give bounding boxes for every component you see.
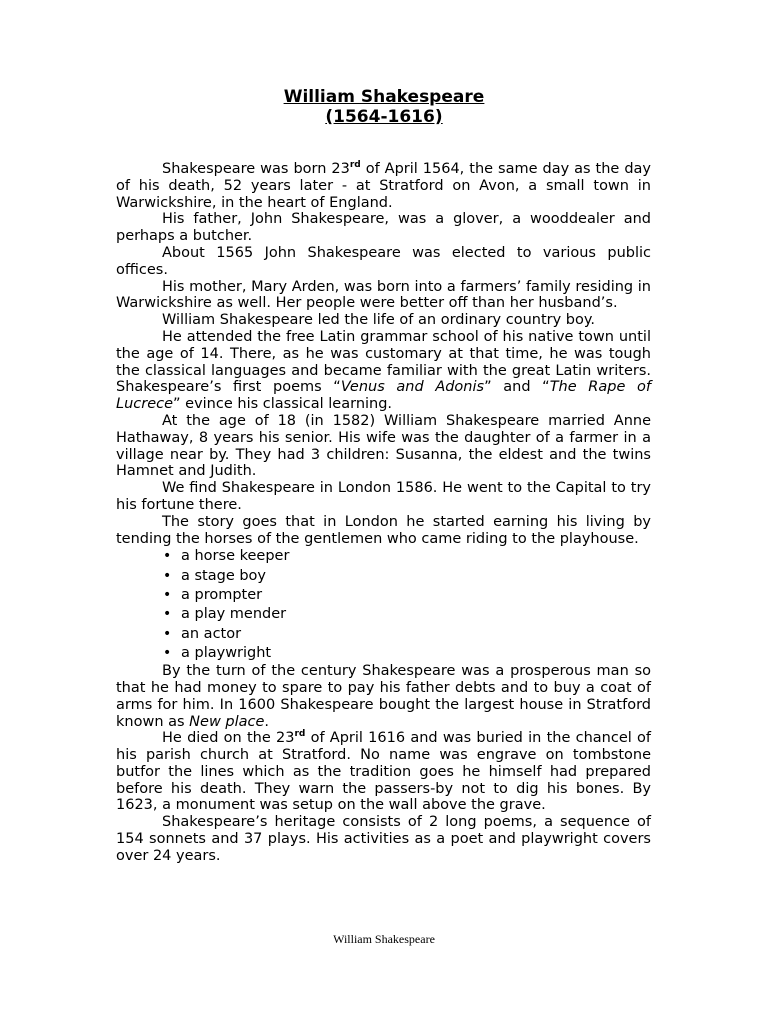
paragraph-death xyxy=(116,730,651,814)
list-item-text: an actor xyxy=(181,625,242,642)
poem-title: Venus and Adonis xyxy=(340,379,485,396)
paragraph-text: of April 1616 and was buried in the chancel of his parish church at Stratford. No name was engrave on tombstone butfor the lines which as the tradition goes he himself had prepared before his death. They warn the passers-by not to dig his bones. By 1623, a monument was setup on the wall above the grave. xyxy=(116,730,651,814)
paragraph-london: We find Shakespeare in London 1586. He went to the Capital to try his fortune there. xyxy=(116,480,651,513)
house-name: New place xyxy=(189,713,265,730)
paragraph-prosperity xyxy=(116,663,651,730)
list-item xyxy=(116,586,651,605)
paragraph-public-offices: About 1565 John Shakespeare was elected to various public offices. xyxy=(116,244,651,278)
paragraph-text: ” and “ xyxy=(484,379,550,396)
page-footer: William Shakespeare xyxy=(333,932,435,946)
list-item-text: a horse keeper xyxy=(181,548,290,565)
page-title: William Shakespeare xyxy=(283,87,485,107)
paragraph-school xyxy=(116,329,651,413)
paragraph-childhood: William Shakespeare led the life of an ordinary country boy. xyxy=(162,312,595,329)
paragraph-text: He died on the 23 xyxy=(162,730,295,747)
paragraph-marriage: At the age of 18 (in 1582) William Shakespeare married Anne Hathaway, 8 years his senior. His wife was the daughter of a farmer in a village near by. They had 3 children: Susanna, the eldest and the twins Hamnet and Judith. xyxy=(116,412,651,480)
paragraph-text: He attended the free Latin grammar school of his native town until the age of 14. There, as he was customary at that time, he was tough the classical languages and became familiar with the great Latin writers. Shakespeare’s first poems “ xyxy=(116,328,651,396)
ordinal-suffix: rd xyxy=(294,729,306,740)
paragraph-text: By the turn of the century Shakespeare was a prosperous man so that he had money to spare to pay his father debts and to buy a coat of arms for him. In 1600 Shakespeare bought the largest house in Stratford known as xyxy=(116,663,651,730)
document-body xyxy=(116,161,651,865)
list-item xyxy=(116,567,651,586)
list-item-text: a play mender xyxy=(181,606,287,623)
title-block xyxy=(0,87,768,127)
paragraph-text: . xyxy=(264,713,270,730)
list-item xyxy=(116,644,651,663)
bullet-icon: • xyxy=(163,644,172,661)
paragraph-text: of April 1564, the same day as the day of his death, 52 years later - at Stratford on Avon, a small town in Warwickshire, in the heart of England. xyxy=(116,161,651,211)
paragraph-heritage: Shakespeare’s heritage consists of 2 long poems, a sequence of 154 sonnets and 37 plays. His activities as a poet and playwright covers over 24 years. xyxy=(116,814,651,864)
list-item xyxy=(116,605,651,624)
bullet-icon: • xyxy=(163,567,172,584)
bullet-icon: • xyxy=(163,606,172,623)
list-item-text: a playwright xyxy=(181,644,272,661)
list-item-text: a stage boy xyxy=(181,567,267,584)
paragraph-mother: His mother, Mary Arden, was born into a farmers’ family residing in Warwickshire as well. Her people were better off than her husband’s. xyxy=(116,278,651,312)
list-item-text: a prompter xyxy=(181,586,263,603)
list-item xyxy=(116,625,651,644)
list-item xyxy=(116,547,651,566)
paragraph-horses: The story goes that in London he started earning his living by tending the horses of the gentlemen who came riding to the playhouse. xyxy=(116,513,651,547)
occupation-list xyxy=(116,547,651,663)
paragraph-text: ” evince his classical learning. xyxy=(173,396,393,413)
ordinal-suffix: rd xyxy=(349,160,361,170)
page-subtitle-dates: (1564-1616) xyxy=(325,107,443,127)
paragraph-birth xyxy=(116,161,651,211)
bullet-icon: • xyxy=(163,625,172,642)
bullet-icon: • xyxy=(163,548,172,565)
paragraph-text: Shakespeare was born 23 xyxy=(162,161,350,177)
bullet-icon: • xyxy=(163,586,172,603)
poem-title: The Rape of Lucrece xyxy=(116,379,651,413)
paragraph-father: His father, John Shakespeare, was a glover, a wooddealer and perhaps a butcher. xyxy=(116,211,651,245)
